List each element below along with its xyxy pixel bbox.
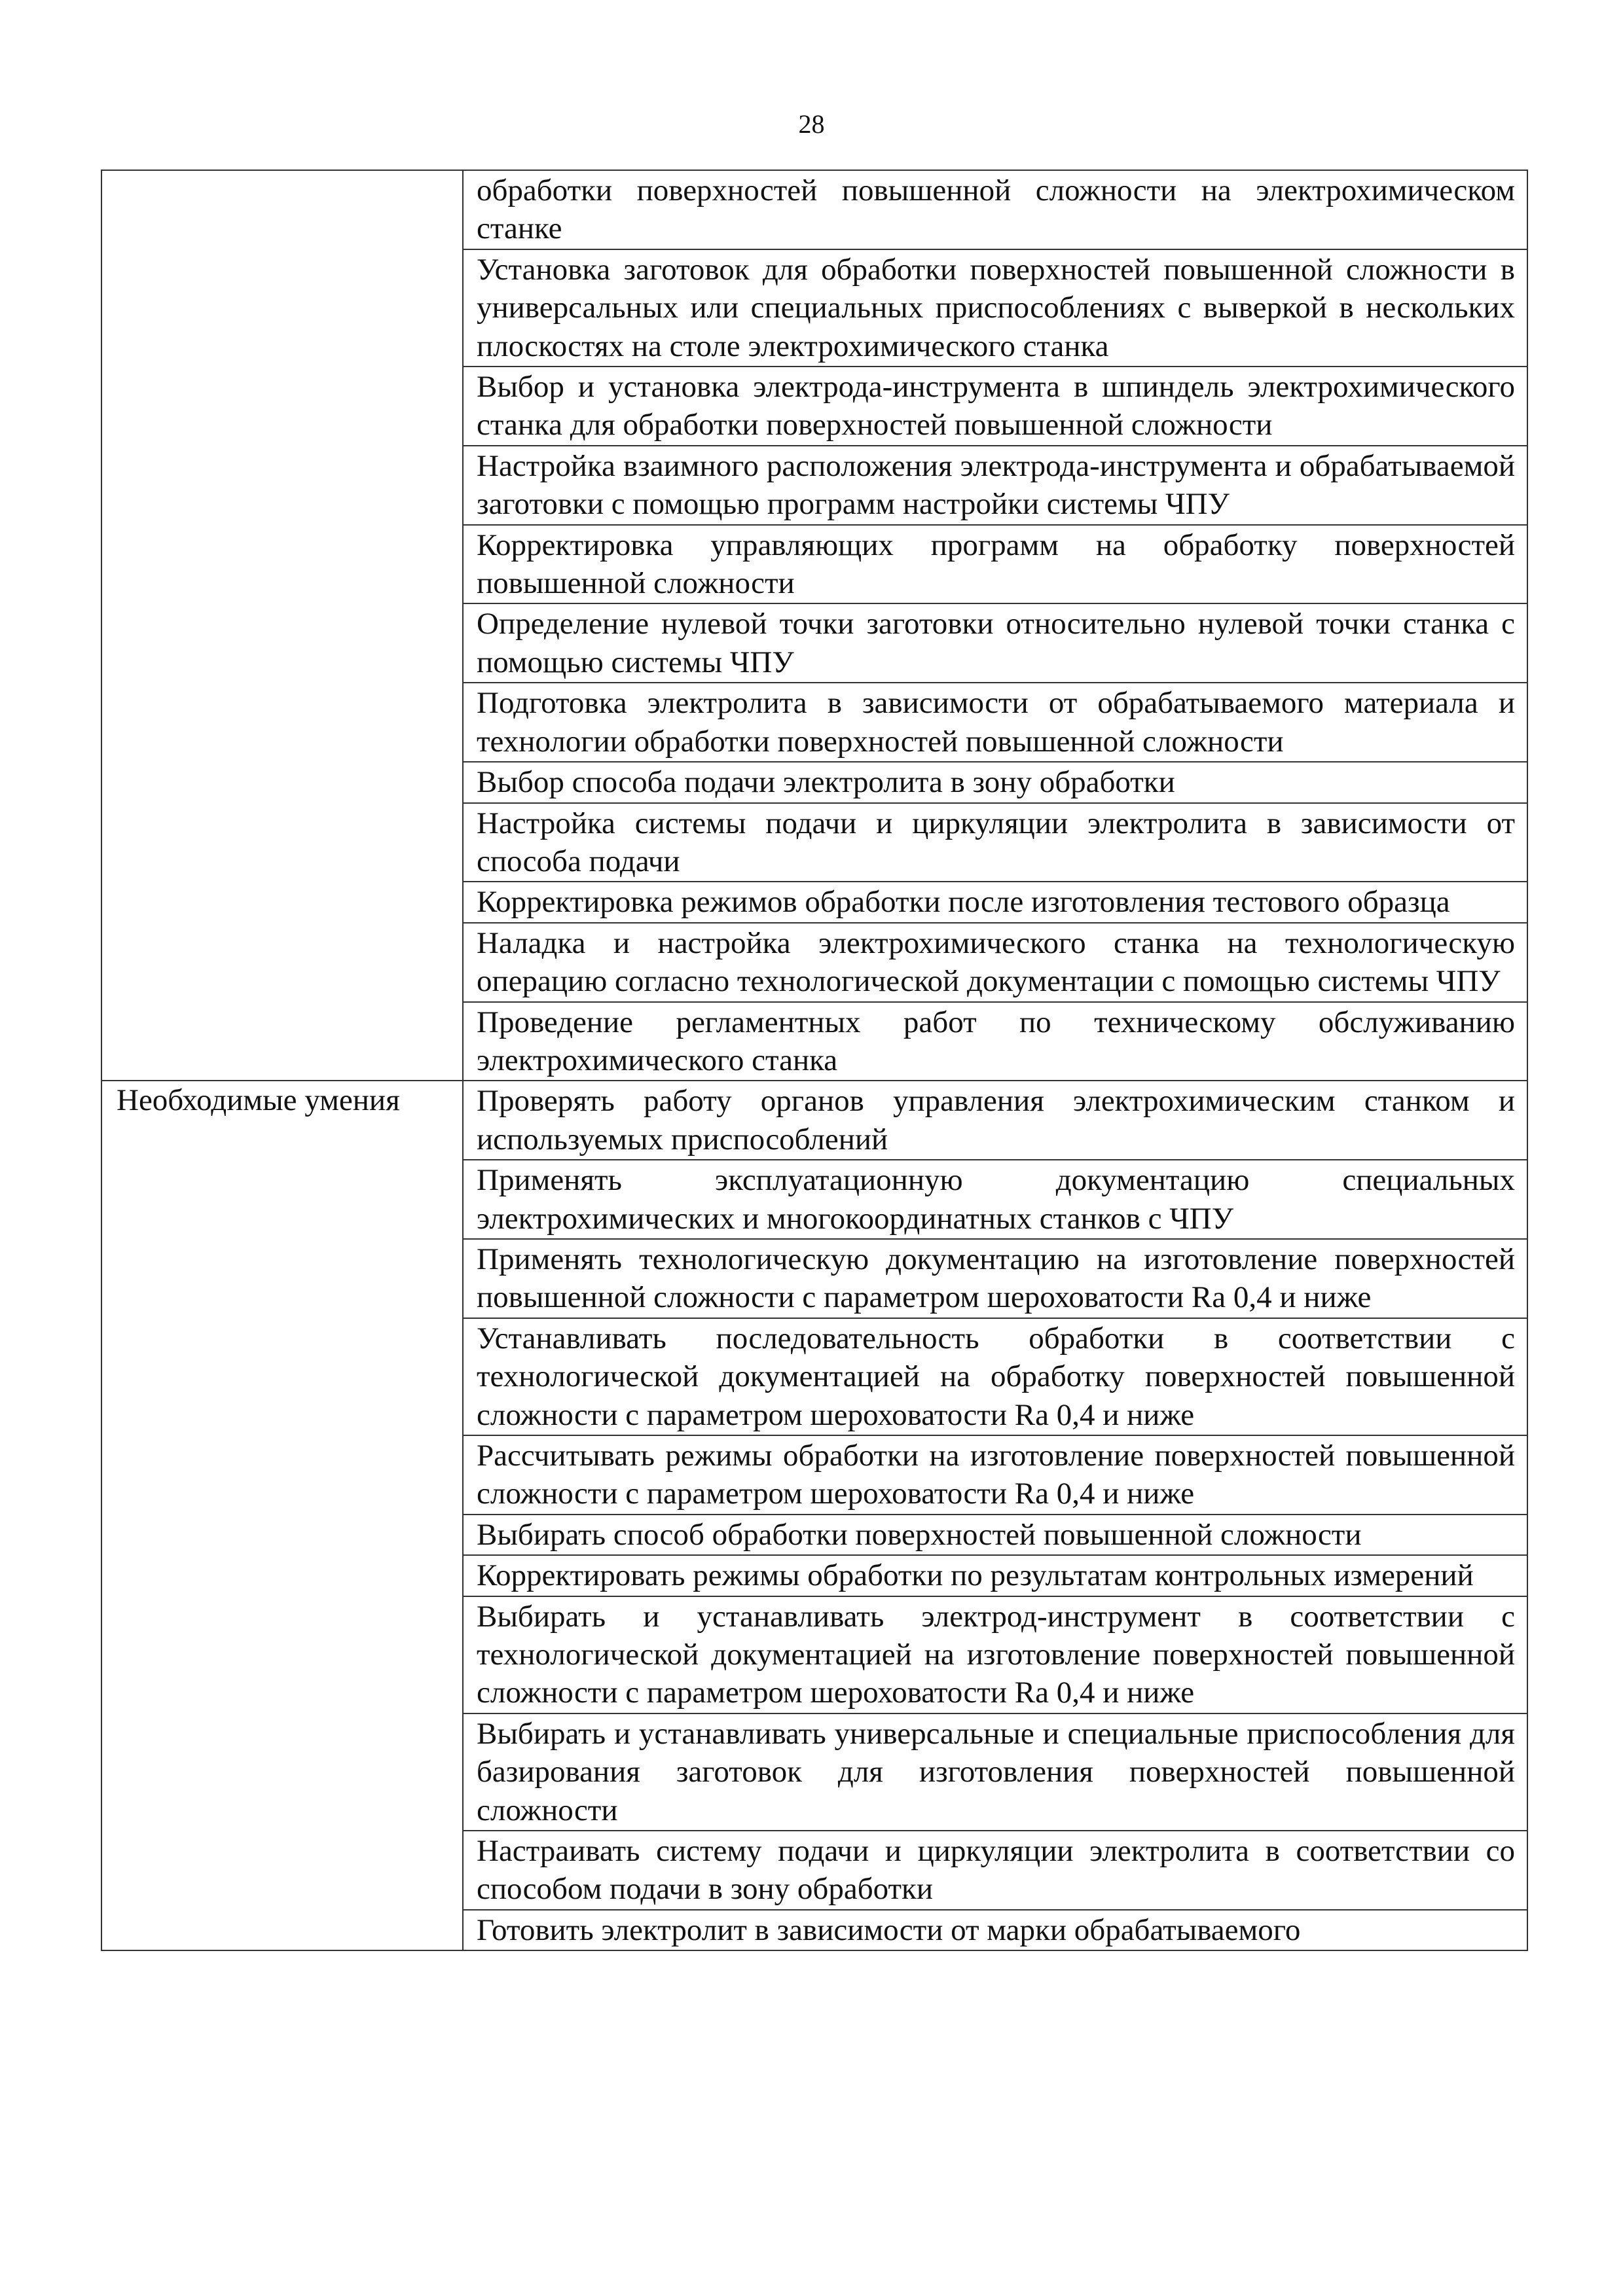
table-cell: Выбор способа подачи электролита в зону обработки xyxy=(463,762,1527,802)
table-cell: обработки поверхностей повышенной сложности на электрохимическом станке xyxy=(463,170,1527,249)
table-cell: Выбирать и устанавливать электрод-инструмент в соответствии с технологической документацией на изготовление поверхностей повышенной сложности с параметром шероховатости Ra 0,4 и ниже xyxy=(463,1596,1527,1713)
section-label xyxy=(101,170,463,1081)
table-cell: Выбор и установка электрода-инструмента в шпиндель электрохимического станка для обработки поверхностей повышенной сложности xyxy=(463,367,1527,446)
table-cell: Выбирать и устанавливать универсальные и специальные приспособления для базирования заготовок для изготовления поверхностей повышенной сложности xyxy=(463,1713,1527,1831)
table-cell: Настройка взаимного расположения электрода-инструмента и обрабатываемой заготовки с помощью программ настройки системы ЧПУ xyxy=(463,446,1527,525)
page-number: 28 xyxy=(798,109,825,139)
table-cell: Настройка системы подачи и циркуляции электролита в зависимости от способа подачи xyxy=(463,803,1527,882)
table-cell: Рассчитывать режимы обработки на изготовление поверхностей повышенной сложности с параметром шероховатости Ra 0,4 и ниже xyxy=(463,1435,1527,1515)
section-label-required-skills: Необходимые умения xyxy=(101,1081,463,1950)
table-cell: Установка заготовок для обработки поверхностей повышенной сложности в универсальных или специальных приспособлениях с выверкой в нескольких плоскостях на столе электрохимического станка xyxy=(463,249,1527,367)
table-cell: Корректировка управляющих программ на обработку поверхностей повышенной сложности xyxy=(463,525,1527,604)
table-cell: Подготовка электролита в зависимости от обрабатываемого материала и технологии обработки поверхностей повышенной сложности xyxy=(463,683,1527,762)
table-cell: Готовить электролит в зависимости от марки обрабатываемого xyxy=(463,1910,1527,1950)
table-cell: Настраивать систему подачи и циркуляции электролита в соответствии со способом подачи в зону обработки xyxy=(463,1831,1527,1910)
table-cell: Выбирать способ обработки поверхностей повышенной сложности xyxy=(463,1515,1527,1555)
table-cell: Проведение регламентных работ по техническому обслуживанию электрохимического станка xyxy=(463,1002,1527,1081)
table-cell: Корректировка режимов обработки после изготовления тестового образца xyxy=(463,882,1527,922)
table-cell: Применять технологическую документацию на изготовление поверхностей повышенной сложности с параметром шероховатости Ra 0,4 и ниже xyxy=(463,1239,1527,1318)
table-cell: Определение нулевой точки заготовки относительно нулевой точки станка с помощью системы ЧПУ xyxy=(463,603,1527,683)
table-row xyxy=(101,170,1527,249)
table-cell: Устанавливать последовательность обработки в соответствии с технологической документацией на обработку поверхностей повышенной сложности с параметром шероховатости Ra 0,4 и ниже xyxy=(463,1318,1527,1435)
table-cell: Наладка и настройка электрохимического станка на технологическую операцию согласно технологической документации с помощью системы ЧПУ xyxy=(463,923,1527,1002)
table-cell: Корректировать режимы обработки по результатам контрольных измерений xyxy=(463,1555,1527,1596)
requirements-table xyxy=(101,170,1528,1951)
table-cell: Применять эксплуатационную документацию специальных электрохимических и многокоординатных станков с ЧПУ xyxy=(463,1160,1527,1239)
table-cell: Проверять работу органов управления электрохимическим станком и используемых приспособлений xyxy=(463,1081,1527,1160)
table-row xyxy=(101,1081,1527,1160)
